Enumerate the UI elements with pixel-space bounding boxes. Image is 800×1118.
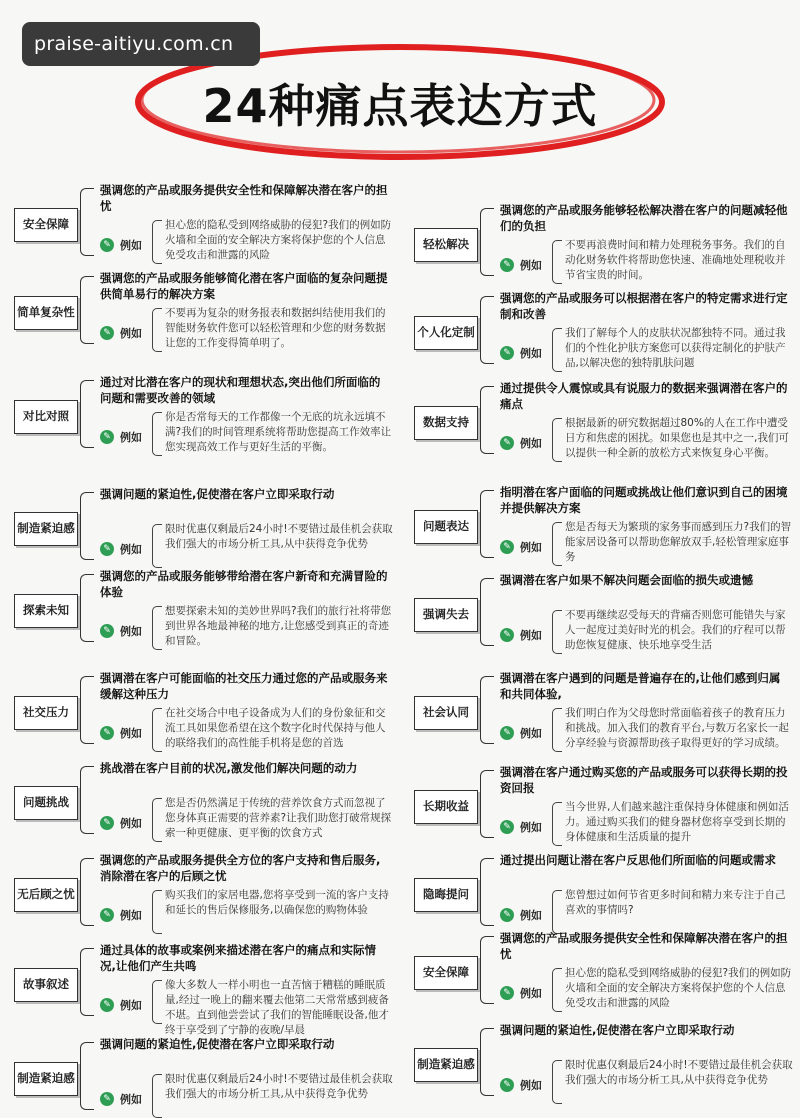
example-label: 例如 <box>520 1079 542 1092</box>
example-label: 例如 <box>520 909 542 922</box>
example-label: 例如 <box>120 999 142 1012</box>
example-text: 像大多数人一样小明也一直苦恼于糟糕的睡眠质量,经过一晚上的翻来覆去他第二天常常感到疲备不堪。直到他尝尝试了我们的智能睡眠设备,他才终于享受到了宁静的夜晚/早晨 <box>165 979 389 1036</box>
pencil-icon: ✎ <box>100 624 114 638</box>
example-label: 例如 <box>120 727 142 740</box>
example-bracket <box>152 980 162 1024</box>
example-text: 当今世界,人们越来越注重保持身体健康和例如活力。通过购买我们的健身器材您将享受到长期的身体健康和生活质量的提升 <box>565 801 789 843</box>
pencil-icon: ✎ <box>500 436 514 450</box>
tactic-description: 强调潜在客户如果不解决问题会面临的损失或遗憾 <box>500 573 753 587</box>
pencil-icon: ✎ <box>500 540 514 554</box>
tactic-description: 强调问题的紧迫性,促使潜在客户立即采取行动 <box>500 1023 735 1037</box>
example-text: 不要再浪费时间和精力处理税务事务。我们的自动化财务软件将帮助您快速、准确地处理税收并节省宝贵的时间。 <box>565 239 786 281</box>
pencil-icon: ✎ <box>100 908 114 922</box>
bracket-line <box>80 492 94 560</box>
example-label: 例如 <box>120 1093 142 1106</box>
tactic-description: 强调您的产品或服务提供安全性和保障解决潜在客户的担忧 <box>500 931 788 961</box>
tactic-badge: 数据支持 <box>414 406 478 440</box>
example-text: 你是否常每天的工作都像一个无底的坑永远填不满?我们的时间管理系统将帮助您提高工作效率让您实现高效工作与更好生活的平衡。 <box>165 411 392 453</box>
example-bracket <box>552 418 562 462</box>
bracket-line <box>480 296 494 364</box>
example-label: 例如 <box>120 543 142 556</box>
example-bracket <box>552 328 562 372</box>
example-label: 例如 <box>120 909 142 922</box>
pencil-icon: ✎ <box>100 326 114 340</box>
example-bracket <box>152 524 162 568</box>
example-bracket <box>552 890 562 934</box>
pencil-icon: ✎ <box>100 998 114 1012</box>
tactic-badge: 问题表达 <box>414 510 478 544</box>
tactic-badge: 故事叙述 <box>14 968 78 1002</box>
example-label: 例如 <box>520 821 542 834</box>
tactic-description: 强调问题的紧迫性,促使潜在客户立即采取行动 <box>100 1037 335 1051</box>
tactic-description: 通过提出问题让潜在客户反思他们所面临的问题或需求 <box>500 853 776 867</box>
bracket-line <box>480 208 494 276</box>
example-bracket <box>152 708 162 752</box>
example-bracket <box>552 968 562 1012</box>
bracket-line <box>480 578 494 646</box>
tactic-badge: 轻松解决 <box>414 228 478 262</box>
tactic-badge: 无后顾之忧 <box>14 878 78 912</box>
example-bracket <box>152 606 162 650</box>
example-bracket <box>152 1074 162 1118</box>
example-text: 根据最新的研究数据超过80%的人在工作中遭受日方和焦虑的困扰。如果您也是其中之一,我们可以提供一种全新的放松方式来恢复身心平衡。 <box>565 417 789 459</box>
watermark: praise-aitiyu.com.cn <box>22 22 260 66</box>
example-label: 例如 <box>120 327 142 340</box>
tactic-badge: 制造紧迫感 <box>14 1062 78 1096</box>
example-bracket <box>552 610 562 654</box>
pencil-icon: ✎ <box>100 430 114 444</box>
example-text: 您曾想过如何节省更多时间和精力来专注于自己喜欢的事情吗? <box>565 889 786 916</box>
tactic-description: 通过提供令人震惊或具有说服力的数据来强调潜在客户的痛点 <box>500 381 788 411</box>
bracket-line <box>80 1042 94 1110</box>
tactic-description: 强调您的产品或服务能够轻松解决潜在客户的问题减轻他们的负担 <box>500 203 788 233</box>
tactic-badge: 制造紧迫感 <box>14 512 78 546</box>
bracket-line <box>80 676 94 744</box>
tactic-badge: 安全保障 <box>414 956 478 990</box>
example-text: 我们了解每个人的皮肤状况都独特不同。通过我们的个性化护肤方案您可以获得定制化的护肤产品,以解决您的独特肌肤问题 <box>565 327 786 369</box>
example-text: 限时优惠仅剩最后24小时!不要错过最佳机会获取我们强大的市场分析工具,从中获得竞争优势 <box>165 523 393 550</box>
example-bracket <box>552 1060 562 1104</box>
pencil-icon: ✎ <box>100 816 114 830</box>
example-bracket <box>152 412 162 456</box>
example-text: 担心您的隐私受到网络威胁的侵犯?我们的例如防火墙和全面的安全解决方案将保护您的个人信息免受攻击和泄露的风险 <box>165 219 392 261</box>
pencil-icon: ✎ <box>500 986 514 1000</box>
tactic-badge: 对比对照 <box>14 400 78 434</box>
bracket-line <box>80 276 94 344</box>
pencil-icon: ✎ <box>500 346 514 360</box>
example-bracket <box>152 890 162 934</box>
example-label: 例如 <box>120 239 142 252</box>
example-text: 限时优惠仅剩最后24小时!不要错过最佳机会获取我们强大的市场分析工具,从中获得竞争优势 <box>565 1059 793 1086</box>
example-bracket <box>552 522 562 566</box>
tactic-badge: 社会认同 <box>414 696 478 730</box>
tactic-description: 强调问题的紧迫性,促使潜在客户立即采取行动 <box>100 487 335 501</box>
example-bracket <box>152 798 162 842</box>
example-bracket <box>152 220 162 264</box>
bracket-line <box>80 948 94 1016</box>
bracket-line <box>480 858 494 926</box>
pencil-icon: ✎ <box>100 726 114 740</box>
example-bracket <box>552 802 562 846</box>
example-label: 例如 <box>120 625 142 638</box>
tactic-description: 强调您的产品或服务可以根据潜在客户的特定需求进行定制和改善 <box>500 291 788 321</box>
pencil-icon: ✎ <box>100 238 114 252</box>
example-text: 您是否每天为繁琐的家务事而感到压力?我们的智能家居设备可以帮助您解放双手,轻松管理家庭事务 <box>565 521 792 563</box>
example-bracket <box>552 240 562 284</box>
page-title: 24种痛点表达方式 <box>202 79 598 133</box>
bracket-line <box>480 770 494 838</box>
tactic-badge: 问题挑战 <box>14 786 78 820</box>
example-bracket <box>152 308 162 352</box>
bracket-line <box>480 936 494 1004</box>
example-label: 例如 <box>520 437 542 450</box>
example-text: 我们明白作为父母您时常面临着孩子的教育压力和挑战。加入我们的教育平台,与数万名家长一起分享经验与资源帮助孩子取得更好的学习成绩。 <box>565 707 789 749</box>
pencil-icon: ✎ <box>500 1078 514 1092</box>
tactic-description: 强调您的产品或服务提供安全性和保障解决潜在客户的担忧 <box>100 183 388 213</box>
example-text: 在社交场合中电子设备成为人们的身份象征和交流工具如果您希望在这个数字化时代保持与他人的联络我们的高性能手机将是您的首选 <box>165 707 386 749</box>
bracket-line <box>480 676 494 744</box>
tactic-description: 挑战潜在客户目前的状况,激发他们解决问题的动力 <box>100 761 358 775</box>
tactic-badge: 隐晦提问 <box>414 878 478 912</box>
example-label: 例如 <box>120 431 142 444</box>
tactic-description: 通过具体的故事或案例来描述潜在客户的痛点和实际情况,让他们产生共鸣 <box>100 943 376 973</box>
example-text: 担心您的隐私受到网络威胁的侵犯?我们的例如防火墙和全面的安全解决方案将保护您的个人信息免受攻击和泄露的风险 <box>565 967 792 1009</box>
tactic-badge: 强调失去 <box>414 598 478 632</box>
tactic-description: 指明潜在客户面临的问题或挑战让他们意识到自己的困境并提供解决方案 <box>500 485 788 515</box>
tactic-badge: 制造紧迫感 <box>414 1048 478 1082</box>
pencil-icon: ✎ <box>100 542 114 556</box>
tactic-description: 强调您的产品或服务提供全方位的客户支持和售后服务,消除潜在客户的后顾之忧 <box>100 853 381 883</box>
tactic-description: 通过对比潜在客户的现状和理想状态,突出他们所面临的问题和需要改善的领域 <box>100 375 381 405</box>
example-text: 您是否仍然满足于传统的营养饮食方式而忽视了您身体真正需要的营养素?让我们助您打破常规探索一种更健康、更平衡的饮食方式 <box>165 797 392 839</box>
tactic-badge: 简单复杂性 <box>14 296 78 330</box>
bracket-line <box>80 380 94 448</box>
pencil-icon: ✎ <box>500 726 514 740</box>
pencil-icon: ✎ <box>500 628 514 642</box>
example-bracket <box>552 708 562 752</box>
bracket-line <box>80 574 94 642</box>
example-text: 想要探索未知的美妙世界吗?我们的旅行社将带您到世界各地最神秘的地方,让您感受到真正的奇迹和冒险。 <box>165 605 392 647</box>
tactic-badge: 个人化定制 <box>414 316 478 350</box>
pencil-icon: ✎ <box>100 1092 114 1106</box>
tactic-description: 强调您的产品或服务能够简化潜在客户面临的复杂问题提供简单易行的解决方案 <box>100 271 388 301</box>
bracket-line <box>480 1028 494 1096</box>
tactic-description: 强调潜在客户可能面临的社交压力通过您的产品或服务来缓解这种压力 <box>100 671 388 701</box>
example-text: 不要再继续忍受每天的背痛否则您可能错失与家人一起度过美好时光的机会。我们的疗程可以帮助您恢复健康、快乐地享受生活 <box>565 609 786 651</box>
bracket-line <box>80 858 94 926</box>
pencil-icon: ✎ <box>500 820 514 834</box>
example-label: 例如 <box>520 987 542 1000</box>
example-text: 购买我们的家居电器,您将享受到一流的客户支持和延长的售后保修服务,以确保您的购物体验 <box>165 889 389 916</box>
tactic-description: 强调您的产品或服务能够带给潜在客户新奇和充满冒险的体验 <box>100 569 388 599</box>
example-label: 例如 <box>520 259 542 272</box>
bracket-line <box>480 490 494 558</box>
tactic-badge: 长期收益 <box>414 790 478 824</box>
example-text: 不要再为复杂的财务报表和数据纠结使用我们的智能财务软件您可以轻松管理和少您的财务数据让您的工作变得简单明了。 <box>165 307 386 349</box>
example-label: 例如 <box>520 347 542 360</box>
tactic-badge: 安全保障 <box>14 208 78 242</box>
example-text: 限时优惠仅剩最后24小时!不要错过最佳机会获取我们强大的市场分析工具,从中获得竞争优势 <box>165 1073 393 1100</box>
tactic-badge: 社交压力 <box>14 696 78 730</box>
example-label: 例如 <box>520 727 542 740</box>
bracket-line <box>80 766 94 834</box>
tactic-description: 强调潜在客户遇到的问题是普遍存在的,让他们感到归属和共同体验, <box>500 671 781 701</box>
tactic-badge: 探索未知 <box>14 594 78 628</box>
pencil-icon: ✎ <box>500 258 514 272</box>
pencil-icon: ✎ <box>500 908 514 922</box>
bracket-line <box>80 188 94 256</box>
bracket-line <box>480 386 494 454</box>
example-label: 例如 <box>520 629 542 642</box>
example-label: 例如 <box>120 817 142 830</box>
tactic-description: 强调潜在客户通过购买您的产品或服务可以获得长期的投资回报 <box>500 765 788 795</box>
example-label: 例如 <box>520 541 542 554</box>
